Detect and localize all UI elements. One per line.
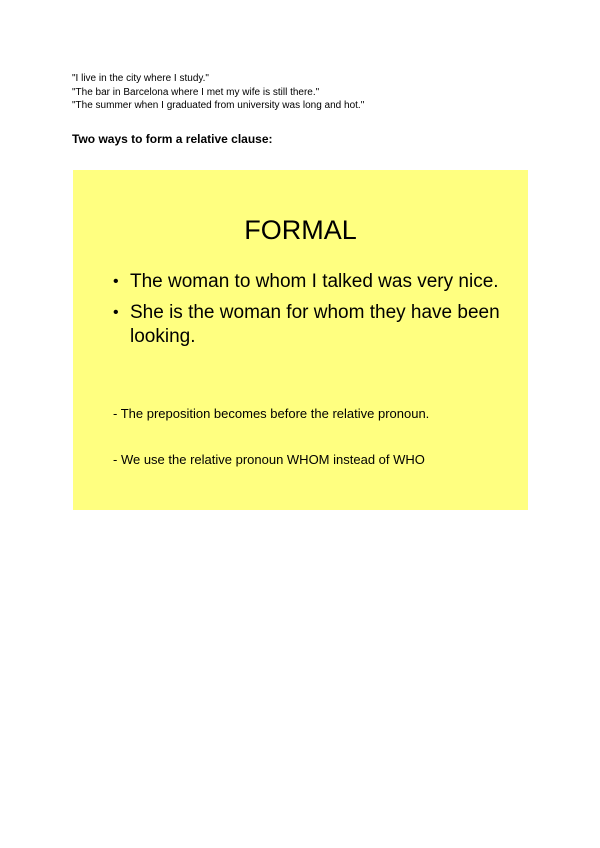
example-sentence-3: "The summer when I graduated from university was long and hot." <box>72 100 365 111</box>
slide-bullet-text: She is the woman for whom they have been looking. <box>130 302 500 347</box>
bullet-icon: • <box>113 273 119 290</box>
formal-slide <box>73 170 528 510</box>
example-sentence-1: "I live in the city where I study." <box>72 73 209 84</box>
slide-note-whom: - We use the relative pronoun WHOM instead of WHO <box>113 452 425 467</box>
slide-bullet-2 <box>113 301 513 349</box>
slide-bullet-list <box>113 270 513 356</box>
example-sentence-2: "The bar in Barcelona where I met my wife is still there." <box>72 86 320 98</box>
slide-title: FORMAL <box>244 215 357 245</box>
slide-bullet-1 <box>113 270 513 294</box>
slide-bullet-text: The woman to whom I talked was very nice. <box>130 271 499 292</box>
slide-note-preposition: - The preposition becomes before the relative pronoun. <box>113 406 430 421</box>
section-heading: Two ways to form a relative clause: <box>72 132 273 146</box>
bullet-icon: • <box>113 304 119 321</box>
example-sentences <box>72 72 364 113</box>
